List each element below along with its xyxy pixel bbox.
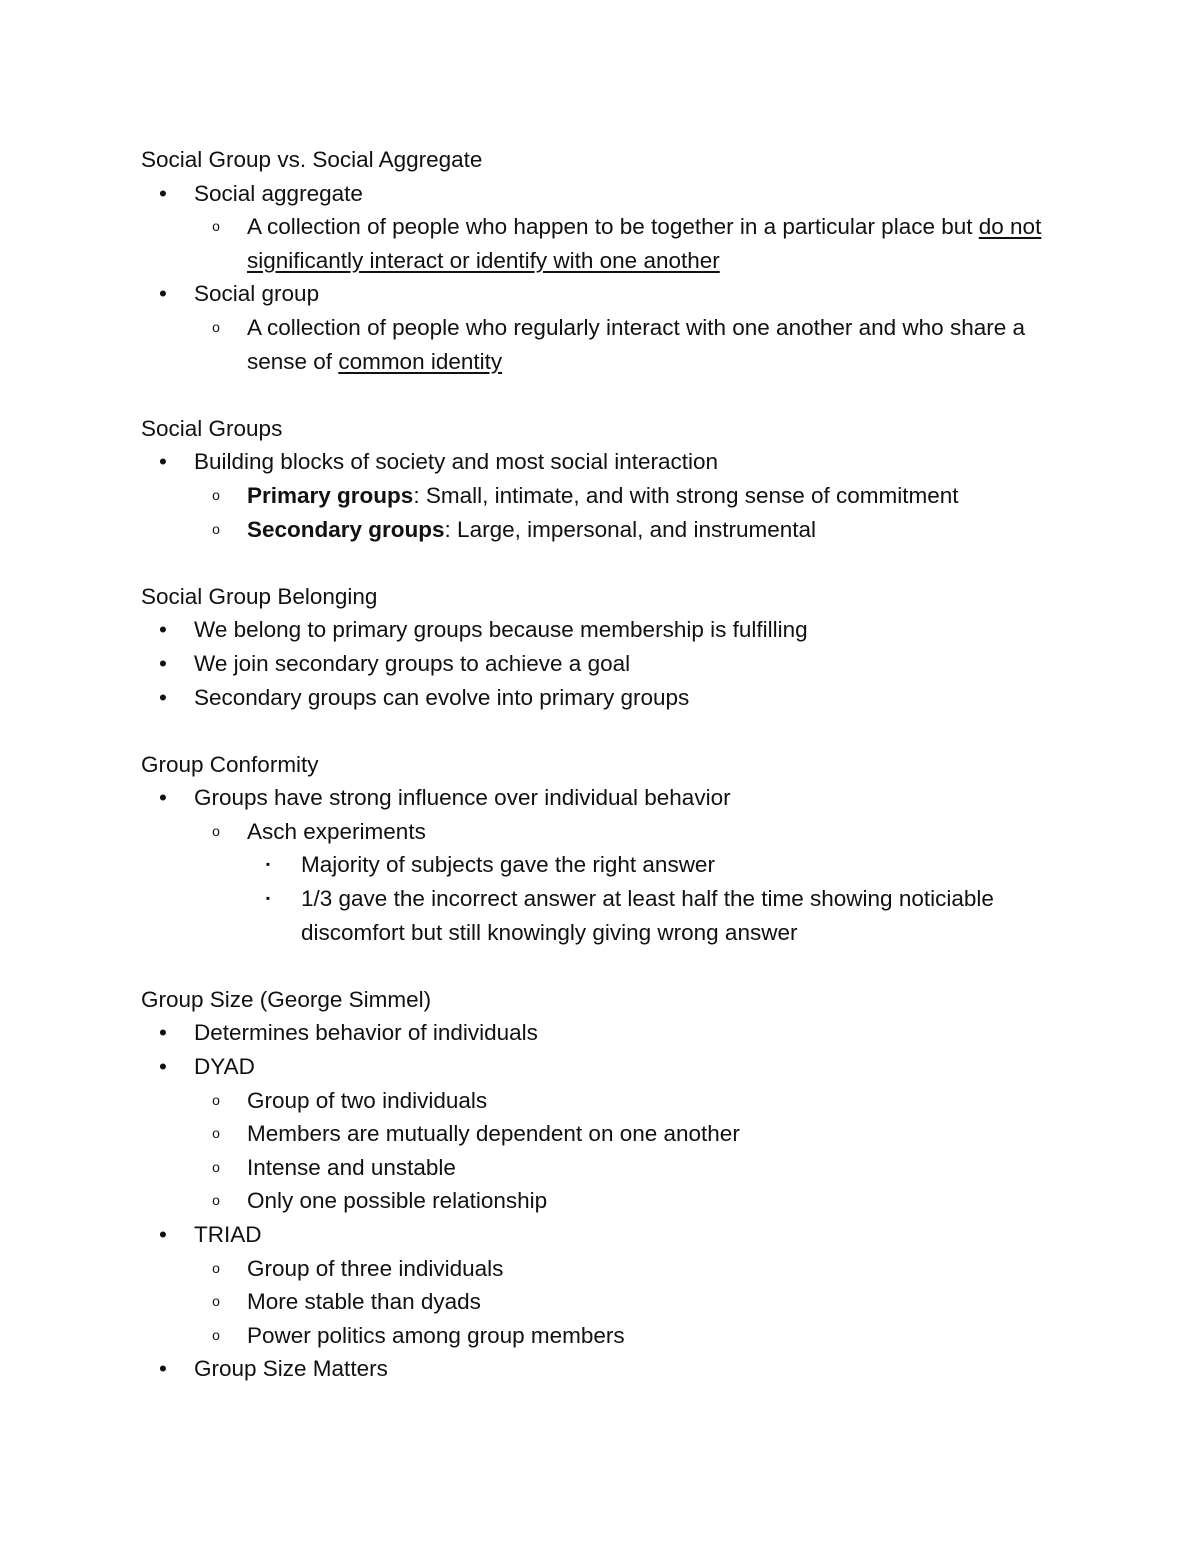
list-item [141, 1285, 1071, 1319]
bullet-marker: o [212, 1259, 220, 1276]
section-heading: Group Size (George Simmel) [141, 986, 432, 1012]
bullet-marker: • [159, 650, 167, 676]
bullet-marker: • [159, 1054, 167, 1080]
underlined-text: common identity [338, 348, 503, 374]
list-item [141, 848, 1071, 882]
list-item [141, 613, 1071, 647]
section-heading: Social Groups [141, 415, 283, 441]
bullet-marker: o [212, 1192, 220, 1209]
item-text: Members are mutually dependent on one another [247, 1121, 740, 1147]
bullet-marker: o [212, 1091, 220, 1108]
list-item [141, 177, 1071, 211]
item-text: A collection of people who regularly interact with one another and who share a sense of [247, 314, 1025, 374]
item-text: : Small, intimate, and with strong sense of commitment [413, 482, 959, 508]
section-group-size [141, 983, 1071, 1386]
bullet-marker: o [212, 486, 220, 503]
item-text: Power politics among group members [247, 1322, 625, 1348]
bullet-marker: • [159, 180, 167, 206]
list-item [141, 1084, 1071, 1118]
item-text: More stable than dyads [247, 1289, 481, 1315]
bullet-marker: • [159, 449, 167, 475]
section-heading: Social Group Belonging [141, 583, 378, 609]
list-item [141, 210, 1071, 277]
section-heading: Social Group vs. Social Aggregate [141, 147, 483, 172]
item-text: Groups have strong influence over individual behavior [194, 785, 731, 811]
item-text: Only one possible relationship [247, 1188, 548, 1214]
list-item [141, 1319, 1071, 1353]
list-item [141, 513, 1071, 547]
item-text: Asch experiments [247, 818, 426, 844]
list-item [141, 1117, 1071, 1151]
item-text: Majority of subjects gave the right answer [301, 852, 715, 878]
bullet-marker: • [159, 684, 167, 710]
list-item [141, 479, 1071, 513]
bullet-marker: • [159, 1020, 167, 1046]
list-item [141, 1050, 1071, 1084]
item-text: Secondary groups can evolve into primary groups [194, 684, 690, 710]
item-text: Social aggregate [194, 180, 363, 206]
list-item [141, 1016, 1071, 1050]
bullet-marker: o [212, 520, 220, 537]
item-text: We belong to primary groups because membership is fulfilling [194, 617, 808, 643]
list-item [141, 445, 1071, 479]
item-text: Group of two individuals [247, 1087, 488, 1113]
item-text: TRIAD [194, 1222, 262, 1247]
item-text: 1/3 gave the incorrect answer at least half the time showing noticiable discomfort but still knowingly giving wrong answer [301, 886, 994, 945]
list-item [141, 311, 1071, 378]
item-text: Group Size Matters [194, 1356, 388, 1382]
list-item [141, 647, 1071, 681]
bullet-marker: o [212, 1293, 220, 1310]
item-text: Determines behavior of individuals [194, 1020, 538, 1046]
item-text: A collection of people who happen to be together in a particular place but [247, 214, 979, 240]
list-item [141, 781, 1071, 815]
bullet-marker: o [212, 1326, 220, 1343]
section-social-groups [141, 412, 1071, 546]
list-item [141, 882, 1071, 949]
item-text: Group of three individuals [247, 1255, 504, 1281]
section-group-conformity [141, 748, 1071, 950]
section-social-group-vs-aggregate [141, 143, 1071, 378]
section-social-group-belonging [141, 580, 1071, 714]
list-item [141, 681, 1071, 715]
item-text: DYAD [194, 1054, 255, 1080]
item-text: We join secondary groups to achieve a goal [194, 650, 631, 676]
list-item [141, 815, 1071, 849]
bullet-marker: ▪ [265, 857, 271, 872]
bullet-marker: • [159, 281, 167, 307]
bullet-marker: o [212, 1158, 220, 1175]
bold-term: Primary groups [247, 482, 414, 508]
bullet-marker: • [159, 1356, 167, 1382]
bullet-marker: • [159, 785, 167, 811]
item-text: Social group [194, 281, 320, 307]
list-item [141, 1184, 1071, 1218]
bullet-marker: o [212, 218, 220, 235]
notes-content [141, 143, 1071, 1386]
bullet-marker: o [212, 318, 220, 335]
item-text: : Large, impersonal, and instrumental [444, 516, 816, 542]
bullet-marker: • [159, 1222, 167, 1247]
list-item [141, 277, 1071, 311]
item-text: Intense and unstable [247, 1154, 456, 1180]
list-item [141, 1352, 1071, 1386]
bullet-marker: o [212, 822, 220, 839]
bullet-marker: ▪ [265, 891, 271, 906]
bold-term: Secondary groups [247, 516, 445, 542]
list-item [141, 1151, 1071, 1185]
item-text: Building blocks of society and most social interaction [194, 449, 719, 475]
bullet-marker: o [212, 1125, 220, 1142]
section-heading: Group Conformity [141, 751, 319, 777]
bullet-marker: • [159, 617, 167, 643]
list-item [141, 1218, 1071, 1252]
list-item [141, 1252, 1071, 1286]
underlined-text: do not significantly interact or identify with one another [247, 214, 1042, 273]
